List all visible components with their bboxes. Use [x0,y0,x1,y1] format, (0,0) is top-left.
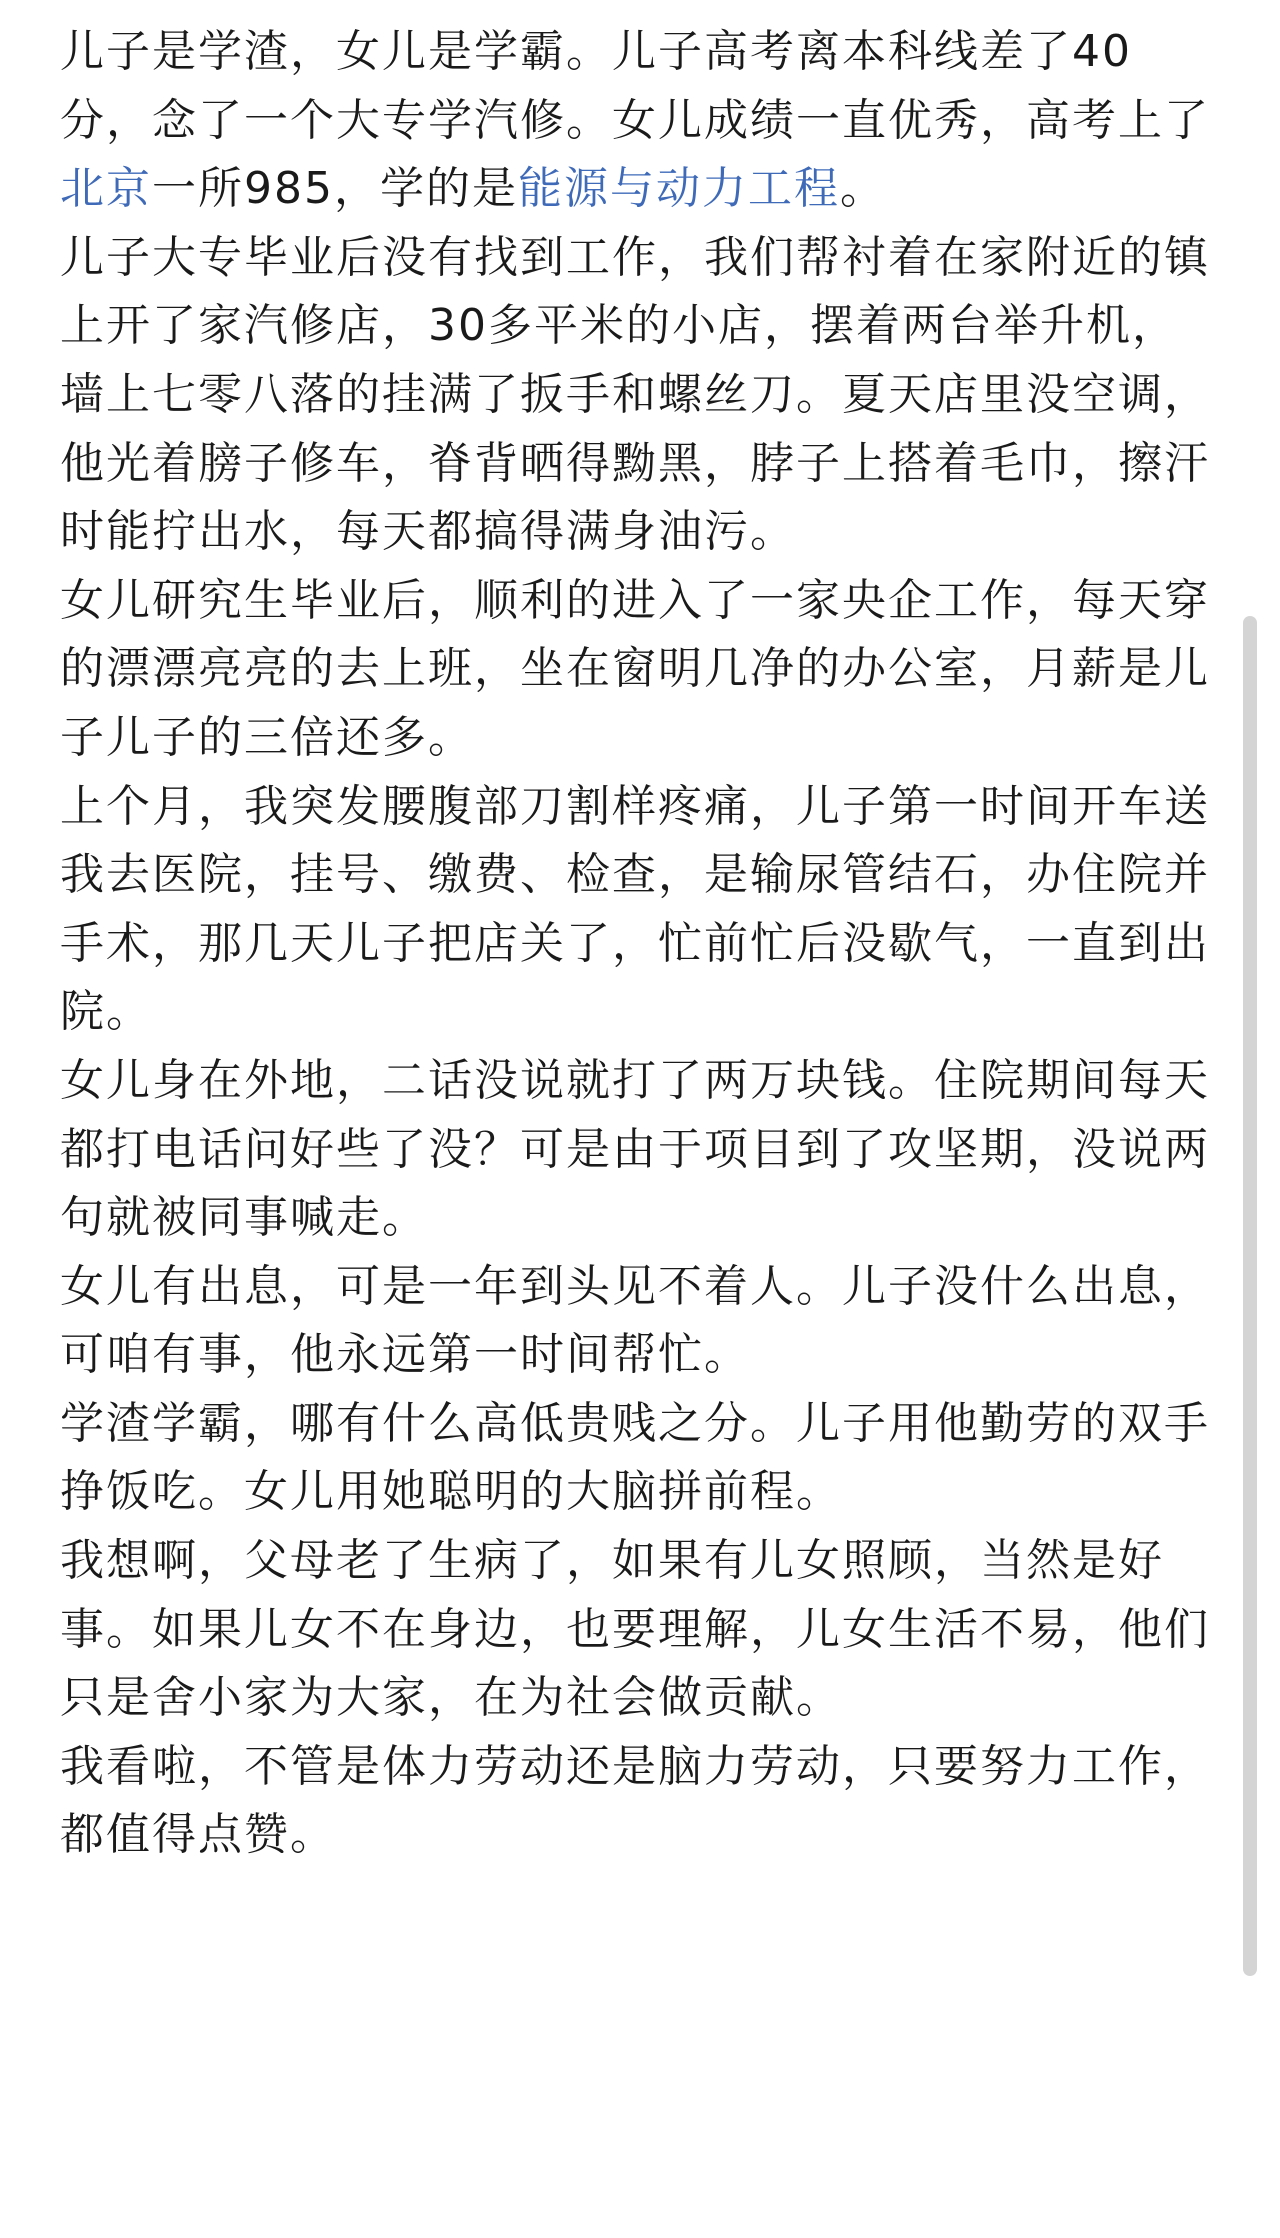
paragraph-3 [60,567,1210,773]
paragraph-text: 女儿研究生毕业后，顺利的进入了一家央企工作，每天穿的漂漂亮亮的去上班，坐在窗明几净的办公室，月薪是儿子儿子的三倍还多。 [60,574,1210,763]
paragraph-text: 儿子大专毕业后没有找到工作，我们帮衬着在家附近的镇上开了家汽修店，30多平米的小店，摆着两台举升机，墙上七零八落的挂满了扳手和螺丝刀。夏天店里没空调，他光着膀子修车，脊背晒得黝黑，脖子上搭着毛巾，擦汗时能拧出水，每天都搞得满身油污。 [60,231,1210,558]
paragraph-4 [60,773,1210,1047]
paragraph-text: 上个月，我突发腰腹部刀割样疼痛，儿子第一时间开车送我去医院，挂号、缴费、检查，是输尿管结石，办住院并手术，那几天儿子把店关了，忙前忙后没歇气，一直到出院。 [60,780,1210,1038]
viewport-bottom-edge [0,2220,1280,2238]
paragraph-1 [60,18,1210,224]
paragraph-6 [60,1253,1210,1390]
paragraph-text: 女儿有出息，可是一年到头见不着人。儿子没什么出息，可咱有事，他永远第一时间帮忙。 [60,1260,1210,1381]
paragraph-text: 高考上了 [1026,94,1210,146]
paragraph-text: 我看啦，不管是体力劳动还是脑力劳动，只要努力工作，都值得点赞。 [60,1740,1210,1861]
paragraph-2 [60,224,1210,567]
paragraph-text: 儿子是学渣，女儿是学霸。儿子高考离本科线差了 [60,26,1072,77]
topic-link-beijing[interactable]: 北京 [60,163,152,215]
scrollbar-thumb[interactable] [1243,616,1257,1976]
paragraph-text: 40分，念了一个大专学汽修。女儿成绩一直优秀， [60,26,1132,146]
paragraph-7 [60,1390,1210,1527]
paragraph-text: 女儿身在外地，二话没说就打了两万块钱。住院期间每天都打电话问好些了没？可是由于项目到了攻坚期，没说两句就被同事喊走。 [60,1054,1210,1244]
post-body [60,18,1210,1870]
paragraph-text: 我想啊，父母老了生病了，如果有儿女照顾，当然是好事。如果儿女不在身边，也要理解，儿女生活不易，他们只是舍小家为大家，在为社会做贡献。 [60,1535,1210,1724]
paragraph-text: 。 [839,163,886,215]
paragraph-8 [60,1527,1210,1733]
paragraph-9 [60,1733,1210,1870]
paragraph-5 [60,1047,1210,1253]
paragraph-text: 一所985，学的是 [152,163,518,215]
topic-link-energy-engineering[interactable]: 能源与动力工程 [517,163,840,215]
paragraph-text: 学渣学霸，哪有什么高低贵贱之分。儿子用他勤劳的双手挣饭吃。女儿用她聪明的大脑拼前程。 [60,1397,1210,1518]
